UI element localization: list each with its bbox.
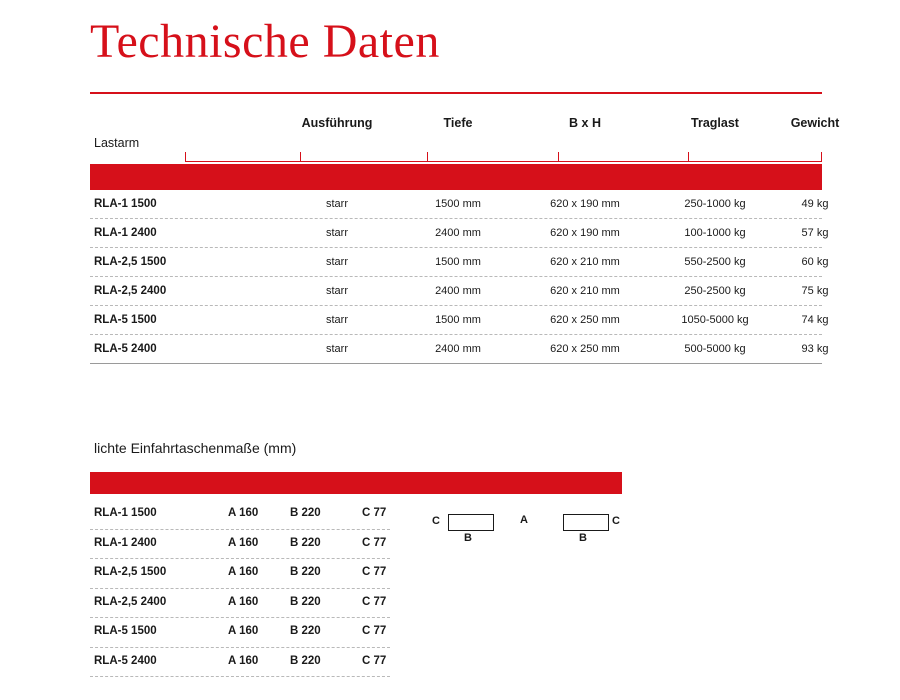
cell-ausfuehrung: starr <box>326 285 348 297</box>
cell-gewicht: 60 kg <box>801 256 829 268</box>
cell-model: RLA-2,5 1500 <box>94 256 167 268</box>
diagram-label-center-a: A <box>520 514 528 526</box>
cell-a: A 160 <box>228 595 259 608</box>
cell-traglast: 100-1000 kg <box>684 227 746 239</box>
cell-a: A 160 <box>228 507 259 519</box>
cell-c: C 77 <box>362 536 387 549</box>
table-body <box>90 190 829 364</box>
table-row <box>90 589 390 619</box>
table-row <box>90 648 390 678</box>
column-header-bxh: B x H <box>569 116 601 130</box>
table-row <box>90 530 390 560</box>
cell-bxh: 620 x 210 mm <box>550 285 620 297</box>
cell-gewicht: 57 kg <box>801 227 829 239</box>
table-row <box>90 500 390 530</box>
table-row <box>90 618 390 648</box>
cell-tiefe: 2400 mm <box>435 343 481 355</box>
cell-tiefe: 1500 mm <box>435 198 481 210</box>
cell-tiefe: 2400 mm <box>435 227 481 239</box>
pocket-schematic-diagram <box>432 505 632 550</box>
cell-traglast: 500-5000 kg <box>684 343 746 355</box>
cell-model: RLA-5 1500 <box>94 625 157 637</box>
diagram-pocket-right <box>563 514 609 531</box>
cell-model: RLA-2,5 1500 <box>94 566 167 578</box>
cell-ausfuehrung: starr <box>326 198 348 210</box>
tick-mark <box>427 152 428 162</box>
tick-baseline <box>185 161 822 162</box>
cell-b: B 220 <box>290 536 321 549</box>
table-row <box>90 306 829 335</box>
cell-c: C 77 <box>362 625 387 637</box>
tick-mark <box>558 152 559 162</box>
cell-ausfuehrung: starr <box>326 227 348 239</box>
section-heading-einfahrtaschen: lichte Einfahrtaschenmaße (mm) <box>94 440 297 456</box>
cell-a: A 160 <box>228 654 259 667</box>
column-header-gewicht: Gewicht <box>790 116 840 130</box>
cell-bxh: 620 x 250 mm <box>550 314 620 326</box>
diagram-label-left-b: B <box>464 532 472 544</box>
cell-c: C 77 <box>362 507 387 519</box>
page-title: Technische Daten <box>90 15 440 68</box>
cell-traglast: 550-2500 kg <box>684 256 746 268</box>
cell-b: B 220 <box>290 566 321 578</box>
cell-c: C 77 <box>362 566 387 578</box>
cell-bxh: 620 x 190 mm <box>550 227 620 239</box>
cell-bxh: 620 x 250 mm <box>550 343 620 355</box>
cell-gewicht: 93 kg <box>801 343 829 355</box>
table-row <box>90 559 390 589</box>
cell-gewicht: 49 kg <box>801 198 829 210</box>
table-header-row <box>90 104 840 162</box>
tick-mark <box>688 152 689 162</box>
table-row <box>90 248 829 277</box>
cell-tiefe: 1500 mm <box>435 314 481 326</box>
cell-ausfuehrung: starr <box>326 343 348 355</box>
tick-mark <box>185 152 186 162</box>
column-header-tiefe: Tiefe <box>443 116 473 130</box>
column-header-traglast: Traglast <box>691 116 739 130</box>
diagram-pocket-left <box>448 514 494 531</box>
cell-traglast: 250-1000 kg <box>684 198 746 210</box>
cell-b: B 220 <box>290 507 321 519</box>
cell-b: B 220 <box>290 595 321 608</box>
table-row <box>90 277 829 306</box>
cell-bxh: 620 x 190 mm <box>550 198 620 210</box>
cell-model: RLA-2,5 2400 <box>94 595 167 608</box>
cell-model: RLA-1 2400 <box>94 227 157 239</box>
cell-c: C 77 <box>362 595 387 608</box>
cell-a: A 160 <box>228 536 259 549</box>
cell-model: RLA-1 2400 <box>94 536 157 549</box>
header-tick-marks <box>90 152 822 162</box>
pocket-dimensions-table <box>90 500 390 677</box>
cell-model: RLA-2,5 2400 <box>94 285 167 297</box>
cell-b: B 220 <box>290 654 321 667</box>
cell-gewicht: 74 kg <box>801 314 829 326</box>
diagram-label-right-c: C <box>612 515 620 527</box>
cell-ausfuehrung: starr <box>326 256 348 268</box>
table-row <box>90 219 829 248</box>
cell-b: B 220 <box>290 625 321 637</box>
diagram-label-right-b: B <box>579 532 587 544</box>
cell-a: A 160 <box>228 625 259 637</box>
row-group-label-lastarm: Lastarm <box>94 136 140 150</box>
cell-tiefe: 2400 mm <box>435 285 481 297</box>
table-row <box>90 190 829 219</box>
section-accent-bar <box>90 472 622 494</box>
table-accent-bar <box>90 164 822 190</box>
cell-model: RLA-1 1500 <box>94 198 157 210</box>
title-divider <box>90 92 822 94</box>
cell-ausfuehrung: starr <box>326 314 348 326</box>
cell-bxh: 620 x 210 mm <box>550 256 620 268</box>
column-header-ausfuehrung: Ausführung <box>301 116 373 130</box>
cell-model: RLA-5 2400 <box>94 343 157 355</box>
cell-tiefe: 1500 mm <box>435 256 481 268</box>
diagram-label-left-c: C <box>432 515 440 527</box>
cell-a: A 160 <box>228 566 259 578</box>
technical-data-table <box>90 104 840 355</box>
cell-model: RLA-5 2400 <box>94 654 157 667</box>
cell-model: RLA-5 1500 <box>94 314 157 326</box>
cell-traglast: 1050-5000 kg <box>681 314 749 326</box>
cell-gewicht: 75 kg <box>801 285 829 297</box>
cell-c: C 77 <box>362 654 387 667</box>
cell-traglast: 250-2500 kg <box>684 285 746 297</box>
table-row <box>90 335 829 364</box>
tick-mark <box>300 152 301 162</box>
tick-mark <box>821 152 822 162</box>
cell-model: RLA-1 1500 <box>94 507 157 519</box>
